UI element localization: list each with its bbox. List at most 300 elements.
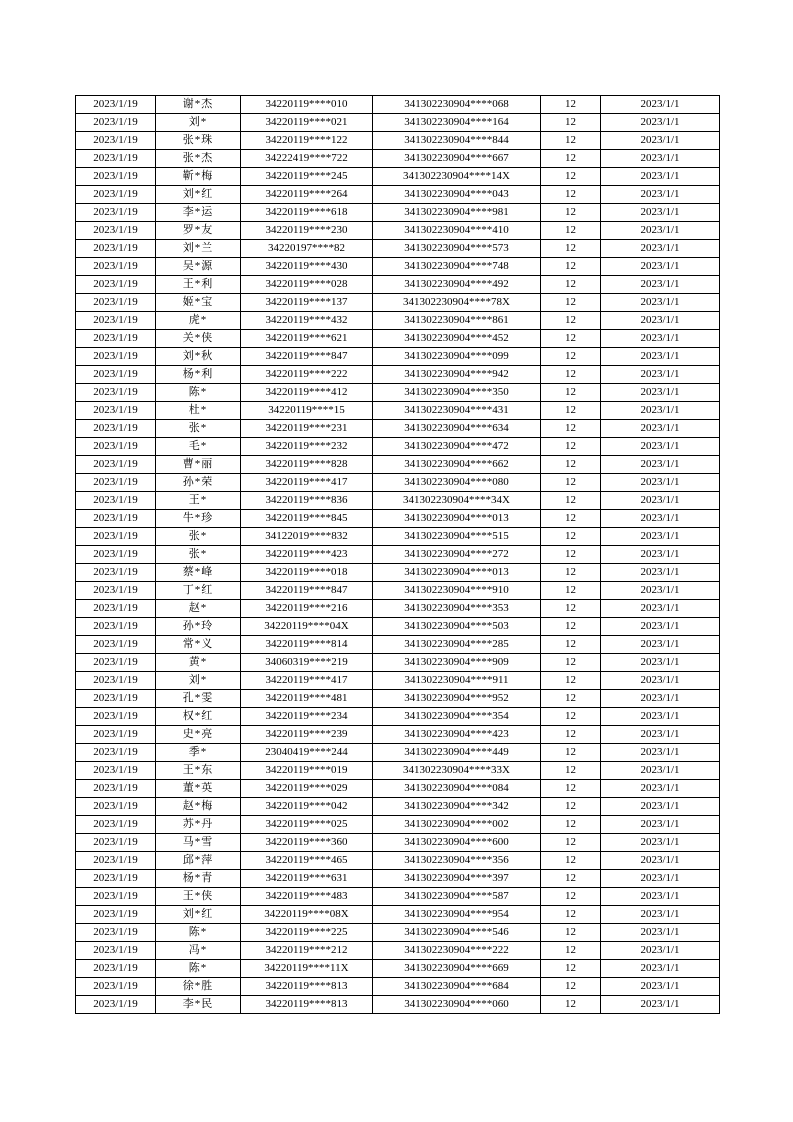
cell-masked-name: 陈* (156, 924, 241, 942)
cell-masked-name: 王* (156, 492, 241, 510)
table-row (76, 204, 720, 222)
cell-masked-id-short: 34220119****028 (241, 276, 373, 294)
table-row (76, 168, 720, 186)
cell-count: 12 (541, 996, 601, 1014)
cell-record-date: 2023/1/19 (76, 852, 156, 870)
cell-effective-date: 2023/1/1 (601, 492, 720, 510)
table-row (76, 222, 720, 240)
cell-masked-name: 虎* (156, 312, 241, 330)
cell-effective-date: 2023/1/1 (601, 996, 720, 1014)
cell-masked-name: 张*珠 (156, 132, 241, 150)
cell-masked-name: 王*侠 (156, 888, 241, 906)
cell-record-date: 2023/1/19 (76, 960, 156, 978)
cell-masked-id-short: 34220119****845 (241, 510, 373, 528)
cell-masked-id-short: 34220119****231 (241, 420, 373, 438)
cell-masked-id-long: 341302230904****14X (373, 168, 541, 186)
cell-effective-date: 2023/1/1 (601, 222, 720, 240)
cell-record-date: 2023/1/19 (76, 654, 156, 672)
cell-masked-id-short: 34220119****828 (241, 456, 373, 474)
cell-masked-id-long: 341302230904****431 (373, 402, 541, 420)
cell-masked-id-long: 341302230904****684 (373, 978, 541, 996)
cell-record-date: 2023/1/19 (76, 816, 156, 834)
cell-record-date: 2023/1/19 (76, 600, 156, 618)
table-row (76, 420, 720, 438)
cell-masked-id-short: 34220119****412 (241, 384, 373, 402)
cell-masked-id-short: 34220119****814 (241, 636, 373, 654)
cell-effective-date: 2023/1/1 (601, 600, 720, 618)
cell-effective-date: 2023/1/1 (601, 330, 720, 348)
cell-count: 12 (541, 798, 601, 816)
cell-masked-id-long: 341302230904****080 (373, 474, 541, 492)
cell-masked-id-long: 341302230904****272 (373, 546, 541, 564)
table-row (76, 672, 720, 690)
cell-effective-date: 2023/1/1 (601, 942, 720, 960)
data-table (75, 95, 720, 1014)
table-container (75, 95, 720, 1014)
cell-masked-id-long: 341302230904****942 (373, 366, 541, 384)
cell-masked-name: 邱*萍 (156, 852, 241, 870)
cell-count: 12 (541, 132, 601, 150)
cell-masked-id-short: 34220119****222 (241, 366, 373, 384)
cell-count: 12 (541, 330, 601, 348)
cell-masked-id-long: 341302230904****634 (373, 420, 541, 438)
cell-effective-date: 2023/1/1 (601, 114, 720, 132)
cell-masked-id-short: 34220119****08X (241, 906, 373, 924)
cell-count: 12 (541, 600, 601, 618)
cell-count: 12 (541, 852, 601, 870)
cell-effective-date: 2023/1/1 (601, 888, 720, 906)
cell-record-date: 2023/1/19 (76, 204, 156, 222)
cell-masked-name: 杨*利 (156, 366, 241, 384)
cell-masked-id-short: 34220119****813 (241, 996, 373, 1014)
cell-masked-name: 黄* (156, 654, 241, 672)
cell-masked-id-long: 341302230904****587 (373, 888, 541, 906)
table-row (76, 744, 720, 762)
cell-effective-date: 2023/1/1 (601, 168, 720, 186)
cell-record-date: 2023/1/19 (76, 240, 156, 258)
cell-record-date: 2023/1/19 (76, 438, 156, 456)
cell-count: 12 (541, 240, 601, 258)
table-row (76, 600, 720, 618)
cell-record-date: 2023/1/19 (76, 690, 156, 708)
cell-masked-id-long: 341302230904****573 (373, 240, 541, 258)
cell-masked-name: 谢*杰 (156, 96, 241, 114)
cell-record-date: 2023/1/19 (76, 114, 156, 132)
cell-record-date: 2023/1/19 (76, 492, 156, 510)
cell-masked-name: 李*民 (156, 996, 241, 1014)
cell-count: 12 (541, 384, 601, 402)
cell-masked-id-long: 341302230904****748 (373, 258, 541, 276)
cell-record-date: 2023/1/19 (76, 636, 156, 654)
cell-count: 12 (541, 744, 601, 762)
table-row (76, 564, 720, 582)
cell-masked-id-short: 34220119****417 (241, 672, 373, 690)
cell-masked-id-long: 341302230904****910 (373, 582, 541, 600)
cell-masked-id-long: 341302230904****662 (373, 456, 541, 474)
cell-count: 12 (541, 834, 601, 852)
cell-masked-id-long: 341302230904****669 (373, 960, 541, 978)
cell-count: 12 (541, 924, 601, 942)
cell-masked-id-short: 34220119****11X (241, 960, 373, 978)
cell-record-date: 2023/1/19 (76, 582, 156, 600)
cell-masked-id-short: 34220197****82 (241, 240, 373, 258)
table-row (76, 330, 720, 348)
table-row (76, 240, 720, 258)
cell-effective-date: 2023/1/1 (601, 510, 720, 528)
cell-effective-date: 2023/1/1 (601, 276, 720, 294)
cell-masked-name: 刘*秋 (156, 348, 241, 366)
cell-effective-date: 2023/1/1 (601, 96, 720, 114)
cell-masked-id-long: 341302230904****423 (373, 726, 541, 744)
cell-masked-id-short: 34220119****239 (241, 726, 373, 744)
cell-masked-id-short: 34220119****04X (241, 618, 373, 636)
cell-masked-id-long: 341302230904****410 (373, 222, 541, 240)
cell-masked-id-short: 23040419****244 (241, 744, 373, 762)
cell-masked-id-short: 34220119****430 (241, 258, 373, 276)
cell-count: 12 (541, 294, 601, 312)
cell-masked-id-long: 341302230904****909 (373, 654, 541, 672)
cell-effective-date: 2023/1/1 (601, 348, 720, 366)
cell-effective-date: 2023/1/1 (601, 438, 720, 456)
cell-masked-id-short: 34220119****847 (241, 348, 373, 366)
cell-effective-date: 2023/1/1 (601, 474, 720, 492)
cell-masked-id-long: 341302230904****222 (373, 942, 541, 960)
cell-masked-id-short: 34060319****219 (241, 654, 373, 672)
cell-masked-name: 王*利 (156, 276, 241, 294)
cell-masked-name: 马*雪 (156, 834, 241, 852)
cell-record-date: 2023/1/19 (76, 510, 156, 528)
cell-masked-name: 张* (156, 420, 241, 438)
cell-masked-id-short: 34220119****264 (241, 186, 373, 204)
cell-effective-date: 2023/1/1 (601, 744, 720, 762)
cell-count: 12 (541, 636, 601, 654)
table-row (76, 114, 720, 132)
cell-effective-date: 2023/1/1 (601, 456, 720, 474)
cell-count: 12 (541, 222, 601, 240)
table-row (76, 834, 720, 852)
cell-masked-id-long: 341302230904****099 (373, 348, 541, 366)
cell-count: 12 (541, 582, 601, 600)
cell-count: 12 (541, 870, 601, 888)
table-row (76, 942, 720, 960)
cell-masked-id-long: 341302230904****515 (373, 528, 541, 546)
cell-effective-date: 2023/1/1 (601, 852, 720, 870)
cell-masked-id-short: 34220119****225 (241, 924, 373, 942)
cell-record-date: 2023/1/19 (76, 924, 156, 942)
cell-masked-id-short: 34220119****216 (241, 600, 373, 618)
table-row (76, 960, 720, 978)
cell-count: 12 (541, 420, 601, 438)
table-row (76, 906, 720, 924)
cell-masked-id-long: 341302230904****354 (373, 708, 541, 726)
cell-masked-id-long: 341302230904****043 (373, 186, 541, 204)
cell-count: 12 (541, 618, 601, 636)
cell-count: 12 (541, 726, 601, 744)
cell-record-date: 2023/1/19 (76, 420, 156, 438)
cell-masked-id-long: 341302230904****397 (373, 870, 541, 888)
cell-masked-id-long: 341302230904****78X (373, 294, 541, 312)
table-row (76, 708, 720, 726)
cell-count: 12 (541, 978, 601, 996)
cell-record-date: 2023/1/19 (76, 906, 156, 924)
table-row (76, 654, 720, 672)
cell-masked-name: 李*运 (156, 204, 241, 222)
cell-effective-date: 2023/1/1 (601, 186, 720, 204)
cell-record-date: 2023/1/19 (76, 222, 156, 240)
table-row (76, 870, 720, 888)
cell-record-date: 2023/1/19 (76, 996, 156, 1014)
cell-masked-id-short: 34220119****029 (241, 780, 373, 798)
table-row (76, 384, 720, 402)
cell-record-date: 2023/1/19 (76, 744, 156, 762)
cell-masked-id-short: 34220119****010 (241, 96, 373, 114)
cell-count: 12 (541, 942, 601, 960)
cell-masked-name: 张*杰 (156, 150, 241, 168)
cell-record-date: 2023/1/19 (76, 708, 156, 726)
cell-masked-id-long: 341302230904****164 (373, 114, 541, 132)
cell-effective-date: 2023/1/1 (601, 240, 720, 258)
table-row (76, 510, 720, 528)
cell-effective-date: 2023/1/1 (601, 564, 720, 582)
cell-count: 12 (541, 528, 601, 546)
cell-count: 12 (541, 276, 601, 294)
cell-masked-id-long: 341302230904****600 (373, 834, 541, 852)
cell-masked-id-long: 341302230904****285 (373, 636, 541, 654)
cell-count: 12 (541, 438, 601, 456)
cell-effective-date: 2023/1/1 (601, 672, 720, 690)
cell-record-date: 2023/1/19 (76, 168, 156, 186)
cell-masked-id-short: 34220119****137 (241, 294, 373, 312)
cell-effective-date: 2023/1/1 (601, 816, 720, 834)
cell-masked-id-long: 341302230904****981 (373, 204, 541, 222)
table-row (76, 618, 720, 636)
cell-masked-id-long: 341302230904****667 (373, 150, 541, 168)
cell-masked-id-long: 341302230904****356 (373, 852, 541, 870)
cell-record-date: 2023/1/19 (76, 330, 156, 348)
cell-masked-name: 史*亮 (156, 726, 241, 744)
cell-record-date: 2023/1/19 (76, 186, 156, 204)
cell-masked-id-long: 341302230904****911 (373, 672, 541, 690)
cell-count: 12 (541, 960, 601, 978)
cell-count: 12 (541, 474, 601, 492)
cell-masked-name: 赵* (156, 600, 241, 618)
table-row (76, 366, 720, 384)
cell-masked-id-short: 34220119****232 (241, 438, 373, 456)
cell-masked-name: 姬*宝 (156, 294, 241, 312)
cell-masked-name: 罗*友 (156, 222, 241, 240)
cell-count: 12 (541, 708, 601, 726)
cell-record-date: 2023/1/19 (76, 978, 156, 996)
cell-masked-name: 常*义 (156, 636, 241, 654)
table-row (76, 186, 720, 204)
cell-masked-name: 苏*丹 (156, 816, 241, 834)
cell-record-date: 2023/1/19 (76, 456, 156, 474)
cell-masked-id-short: 34220119****836 (241, 492, 373, 510)
cell-record-date: 2023/1/19 (76, 366, 156, 384)
cell-effective-date: 2023/1/1 (601, 960, 720, 978)
cell-masked-id-short: 34220119****360 (241, 834, 373, 852)
cell-masked-id-long: 341302230904****452 (373, 330, 541, 348)
cell-count: 12 (541, 96, 601, 114)
cell-count: 12 (541, 168, 601, 186)
cell-effective-date: 2023/1/1 (601, 762, 720, 780)
table-row (76, 996, 720, 1014)
table-row (76, 312, 720, 330)
cell-effective-date: 2023/1/1 (601, 546, 720, 564)
table-row (76, 402, 720, 420)
table-row (76, 852, 720, 870)
cell-masked-name: 刘*红 (156, 906, 241, 924)
cell-record-date: 2023/1/19 (76, 132, 156, 150)
cell-count: 12 (541, 816, 601, 834)
cell-masked-id-short: 34220119****025 (241, 816, 373, 834)
cell-count: 12 (541, 780, 601, 798)
cell-masked-id-long: 341302230904****34X (373, 492, 541, 510)
cell-effective-date: 2023/1/1 (601, 906, 720, 924)
cell-masked-id-long: 341302230904****342 (373, 798, 541, 816)
cell-effective-date: 2023/1/1 (601, 204, 720, 222)
cell-masked-id-long: 341302230904****353 (373, 600, 541, 618)
cell-masked-id-short: 34220119****042 (241, 798, 373, 816)
cell-masked-id-short: 34222419****722 (241, 150, 373, 168)
cell-record-date: 2023/1/19 (76, 348, 156, 366)
cell-masked-name: 靳*梅 (156, 168, 241, 186)
table-row (76, 582, 720, 600)
cell-record-date: 2023/1/19 (76, 258, 156, 276)
cell-record-date: 2023/1/19 (76, 384, 156, 402)
cell-effective-date: 2023/1/1 (601, 798, 720, 816)
cell-masked-name: 王*东 (156, 762, 241, 780)
cell-masked-id-short: 34220119****621 (241, 330, 373, 348)
table-row (76, 528, 720, 546)
cell-count: 12 (541, 564, 601, 582)
cell-masked-id-short: 34122019****832 (241, 528, 373, 546)
cell-record-date: 2023/1/19 (76, 942, 156, 960)
cell-count: 12 (541, 150, 601, 168)
cell-record-date: 2023/1/19 (76, 528, 156, 546)
cell-masked-id-short: 34220119****465 (241, 852, 373, 870)
cell-masked-id-long: 341302230904****472 (373, 438, 541, 456)
cell-effective-date: 2023/1/1 (601, 366, 720, 384)
cell-masked-name: 孙*玲 (156, 618, 241, 636)
table-row (76, 726, 720, 744)
cell-masked-name: 刘* (156, 672, 241, 690)
cell-masked-id-short: 34220119****847 (241, 582, 373, 600)
table-row (76, 924, 720, 942)
cell-masked-name: 冯* (156, 942, 241, 960)
table-row (76, 492, 720, 510)
cell-effective-date: 2023/1/1 (601, 258, 720, 276)
cell-masked-id-short: 34220119****432 (241, 312, 373, 330)
cell-count: 12 (541, 492, 601, 510)
cell-masked-name: 刘*红 (156, 186, 241, 204)
cell-effective-date: 2023/1/1 (601, 834, 720, 852)
cell-masked-name: 徐*胜 (156, 978, 241, 996)
table-row (76, 258, 720, 276)
cell-effective-date: 2023/1/1 (601, 870, 720, 888)
cell-record-date: 2023/1/19 (76, 150, 156, 168)
cell-effective-date: 2023/1/1 (601, 618, 720, 636)
cell-masked-id-long: 341302230904****084 (373, 780, 541, 798)
cell-masked-name: 刘*兰 (156, 240, 241, 258)
cell-record-date: 2023/1/19 (76, 276, 156, 294)
cell-masked-id-long: 341302230904****503 (373, 618, 541, 636)
table-row (76, 150, 720, 168)
cell-record-date: 2023/1/19 (76, 402, 156, 420)
cell-effective-date: 2023/1/1 (601, 420, 720, 438)
cell-masked-name: 牛*珍 (156, 510, 241, 528)
cell-masked-name: 曹*丽 (156, 456, 241, 474)
cell-masked-name: 杨*青 (156, 870, 241, 888)
cell-masked-name: 权*红 (156, 708, 241, 726)
cell-masked-id-short: 34220119****018 (241, 564, 373, 582)
cell-masked-id-short: 34220119****618 (241, 204, 373, 222)
cell-count: 12 (541, 204, 601, 222)
cell-masked-id-long: 341302230904****861 (373, 312, 541, 330)
cell-record-date: 2023/1/19 (76, 546, 156, 564)
cell-masked-id-short: 34220119****631 (241, 870, 373, 888)
cell-masked-id-short: 34220119****019 (241, 762, 373, 780)
cell-masked-id-short: 34220119****417 (241, 474, 373, 492)
cell-masked-name: 陈* (156, 960, 241, 978)
cell-masked-name: 张* (156, 528, 241, 546)
table-row (76, 690, 720, 708)
table-row (76, 798, 720, 816)
cell-effective-date: 2023/1/1 (601, 528, 720, 546)
cell-record-date: 2023/1/19 (76, 870, 156, 888)
cell-record-date: 2023/1/19 (76, 294, 156, 312)
cell-effective-date: 2023/1/1 (601, 402, 720, 420)
cell-masked-id-short: 34220119****423 (241, 546, 373, 564)
cell-count: 12 (541, 654, 601, 672)
cell-effective-date: 2023/1/1 (601, 294, 720, 312)
cell-effective-date: 2023/1/1 (601, 924, 720, 942)
cell-masked-id-short: 34220119****15 (241, 402, 373, 420)
table-row (76, 888, 720, 906)
cell-record-date: 2023/1/19 (76, 672, 156, 690)
cell-masked-id-long: 341302230904****449 (373, 744, 541, 762)
table-row (76, 762, 720, 780)
cell-masked-id-short: 34220119****483 (241, 888, 373, 906)
cell-masked-id-long: 341302230904****350 (373, 384, 541, 402)
cell-count: 12 (541, 510, 601, 528)
cell-masked-id-short: 34220119****122 (241, 132, 373, 150)
cell-masked-id-short: 34220119****212 (241, 942, 373, 960)
cell-record-date: 2023/1/19 (76, 618, 156, 636)
table-row (76, 294, 720, 312)
table-row (76, 780, 720, 798)
cell-count: 12 (541, 888, 601, 906)
cell-masked-id-long: 341302230904****013 (373, 564, 541, 582)
cell-effective-date: 2023/1/1 (601, 708, 720, 726)
cell-masked-id-long: 341302230904****060 (373, 996, 541, 1014)
cell-record-date: 2023/1/19 (76, 726, 156, 744)
cell-record-date: 2023/1/19 (76, 834, 156, 852)
cell-record-date: 2023/1/19 (76, 888, 156, 906)
table-row (76, 636, 720, 654)
table-row (76, 132, 720, 150)
cell-masked-id-long: 341302230904****844 (373, 132, 541, 150)
cell-masked-name: 蔡*峰 (156, 564, 241, 582)
table-row (76, 474, 720, 492)
cell-count: 12 (541, 546, 601, 564)
cell-count: 12 (541, 366, 601, 384)
cell-masked-name: 关*侠 (156, 330, 241, 348)
cell-effective-date: 2023/1/1 (601, 654, 720, 672)
table-row (76, 348, 720, 366)
cell-masked-name: 杜* (156, 402, 241, 420)
cell-masked-id-long: 341302230904****546 (373, 924, 541, 942)
